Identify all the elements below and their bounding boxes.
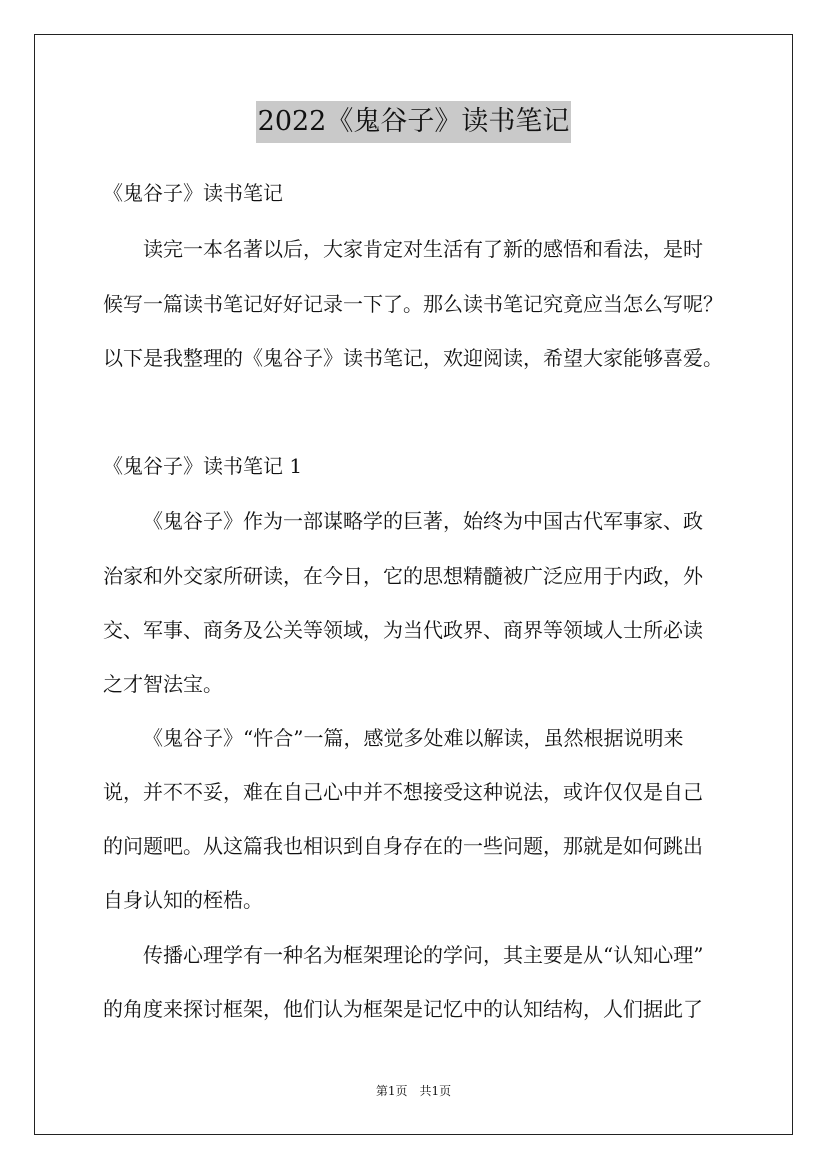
- section-heading: 《鬼谷子》读书笔记 1: [103, 454, 303, 478]
- paragraph-line: 治家和外交家所研读，在今日，它的思想精髓被广泛应用于内政，外: [103, 564, 703, 588]
- page-footer: 第1页 共1页: [375, 1084, 452, 1098]
- paragraph-line: 交、军事、商务及公关等领域，为当代政界、商界等领域人士所必读: [103, 618, 703, 642]
- paragraph-line: 《鬼谷子》“忤合”一篇，感觉多处难以解读，虽然根据说明来: [143, 726, 684, 750]
- paragraph-line: 以下是我整理的《鬼谷子》读书笔记，欢迎阅读，希望大家能够喜爱。: [103, 346, 723, 370]
- paragraph-line: 自身认知的桎梏。: [103, 888, 263, 912]
- paragraph-line: 说，并不不妥，难在自己心中并不想接受这种说法，或许仅仅是自己: [103, 780, 703, 804]
- intro-heading: 《鬼谷子》读书笔记: [103, 181, 283, 205]
- paragraph-line: 《鬼谷子》作为一部谋略学的巨著，始终为中国古代军事家、政: [143, 509, 703, 533]
- paragraph-line: 的角度来探讨框架，他们认为框架是记忆中的认知结构，人们据此了: [103, 997, 703, 1021]
- paragraph-line: 传播心理学有一种名为框架理论的学问，其主要是从“认知心理”: [143, 943, 704, 967]
- paragraph-line: 候写一篇读书笔记好好记录一下了。那么读书笔记究竟应当怎么写呢？: [103, 292, 723, 316]
- title-container: [0, 101, 827, 143]
- document-title: 2022《鬼谷子》读书笔记: [256, 101, 572, 143]
- paragraph-line: 的问题吧。从这篇我也相识到自身存在的一些问题，那就是如何跳出: [103, 834, 703, 858]
- paragraph-line: 之才智法宝。: [103, 672, 223, 696]
- paragraph-line: 读完一本名著以后，大家肯定对生活有了新的感悟和看法，是时: [143, 237, 703, 261]
